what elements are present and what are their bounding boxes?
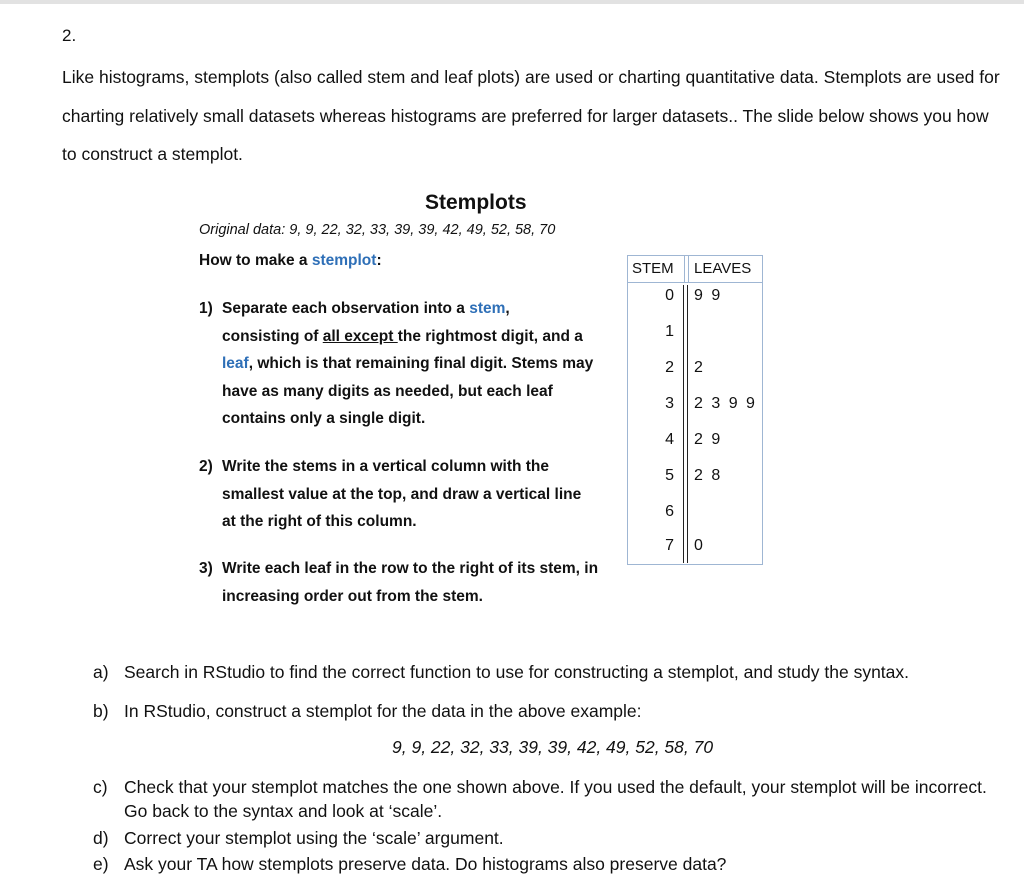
stem-value: 5	[665, 467, 674, 484]
question-a-label: a)	[93, 662, 109, 682]
step-1-part: consisting of	[222, 327, 323, 345]
stemplot-table	[627, 255, 763, 565]
leaf-term: leaf	[222, 355, 249, 372]
stem-term: stem	[469, 300, 506, 317]
stem-value: 2	[665, 359, 674, 376]
all-except-phrase: all except	[322, 327, 398, 345]
slide-title: Stemplots	[425, 191, 527, 214]
leaf-values: 2 8	[694, 467, 723, 484]
howto-suffix: :	[376, 252, 382, 269]
question-c-text: Check that your stemplot matches the one shown above. If you used the default, your stemplot will be incorrect. Go back to the syntax and look at ‘scale’.	[124, 777, 987, 821]
header-bottom-border	[628, 282, 762, 283]
step-3-number: 3)	[199, 560, 213, 577]
question-a-text: Search in RStudio to find the correct function to use for constructing a stemplot, and study the syntax.	[124, 662, 910, 682]
header-separator	[688, 256, 689, 282]
step-3-text: Write each leaf in the row to the right of its stem, in increasing order out from the stem.	[222, 560, 599, 605]
question-c	[93, 775, 1008, 823]
stemplot-row	[628, 431, 762, 461]
stem-value: 0	[665, 287, 674, 304]
stemplot-term: stemplot	[311, 252, 377, 269]
leaf-values: 2	[694, 359, 705, 376]
question-b-label: b)	[93, 701, 109, 721]
leaf-values: 2 3 9 9	[694, 395, 757, 412]
top-divider	[0, 0, 1024, 4]
step-1-text	[222, 295, 609, 433]
question-a	[93, 660, 1008, 684]
stemplot-row	[628, 467, 762, 497]
step-2-number: 2)	[199, 458, 213, 475]
leaf-values: 2 9	[694, 431, 723, 448]
stem-value: 7	[665, 537, 674, 554]
original-data: Original data: 9, 9, 22, 32, 33, 39, 39, 42, 49, 52, 58, 70	[199, 222, 556, 238]
howto-heading	[199, 252, 382, 270]
leaves-header: LEAVES	[694, 260, 752, 277]
step-1-part: Separate each observation into a	[222, 300, 470, 317]
stemplot-row	[628, 503, 762, 533]
leaf-values: 9 9	[694, 287, 723, 304]
question-d	[93, 826, 1008, 850]
howto-prefix: How to make a	[199, 252, 312, 269]
stem-header: STEM	[632, 260, 674, 277]
stem-leaf-divider	[683, 285, 684, 563]
step-3	[199, 555, 599, 610]
step-1-part: ,	[505, 300, 510, 317]
stemplot-row	[628, 323, 762, 353]
question-d-label: d)	[93, 828, 109, 848]
question-c-label: c)	[93, 777, 108, 797]
question-b-text: In RStudio, construct a stemplot for the data in the above example:	[124, 701, 642, 721]
step-1-part: the rightmost digit, and a	[397, 327, 583, 345]
step-2-text: Write the stems in a vertical column with the smallest value at the top, and draw a vertical line at the right of this column.	[222, 458, 582, 530]
stem-value: 1	[665, 323, 674, 340]
stem-value: 6	[665, 503, 674, 520]
step-1-part: , which is that remaining final digit. Stems may have as many digits as needed, but each leaf contains only a single digit.	[222, 355, 594, 427]
stemplot-row	[628, 395, 762, 425]
intro-paragraph: Like histograms, stemplots (also called stem and leaf plots) are used or charting quantitative data. Stemplots are used for charting relatively small datasets whereas histograms are preferred for larger datasets.. The slide below shows you how to construct a stemplot.	[62, 67, 1000, 164]
stemplot-row	[628, 537, 762, 567]
question-b	[93, 699, 1008, 723]
step-1-number: 1)	[199, 300, 213, 317]
question-e-text: Ask your TA how stemplots preserve data. Do histograms also preserve data?	[124, 854, 727, 874]
stem-leaf-divider	[687, 285, 688, 563]
question-number: 2.	[62, 26, 77, 45]
question-e-label: e)	[93, 854, 109, 874]
question-d-text: Correct your stemplot using the ‘scale’ argument.	[124, 828, 504, 848]
header-separator	[684, 256, 685, 282]
example-data-line: 9, 9, 22, 32, 33, 39, 39, 42, 49, 52, 58, 70	[392, 737, 714, 757]
step-1	[199, 295, 609, 433]
question-e	[93, 852, 1008, 876]
stem-value: 3	[665, 395, 674, 412]
step-2	[199, 453, 599, 536]
leaf-values: 0	[694, 537, 705, 554]
stem-value: 4	[665, 431, 674, 448]
stemplot-row	[628, 287, 762, 317]
stemplot-row	[628, 359, 762, 389]
